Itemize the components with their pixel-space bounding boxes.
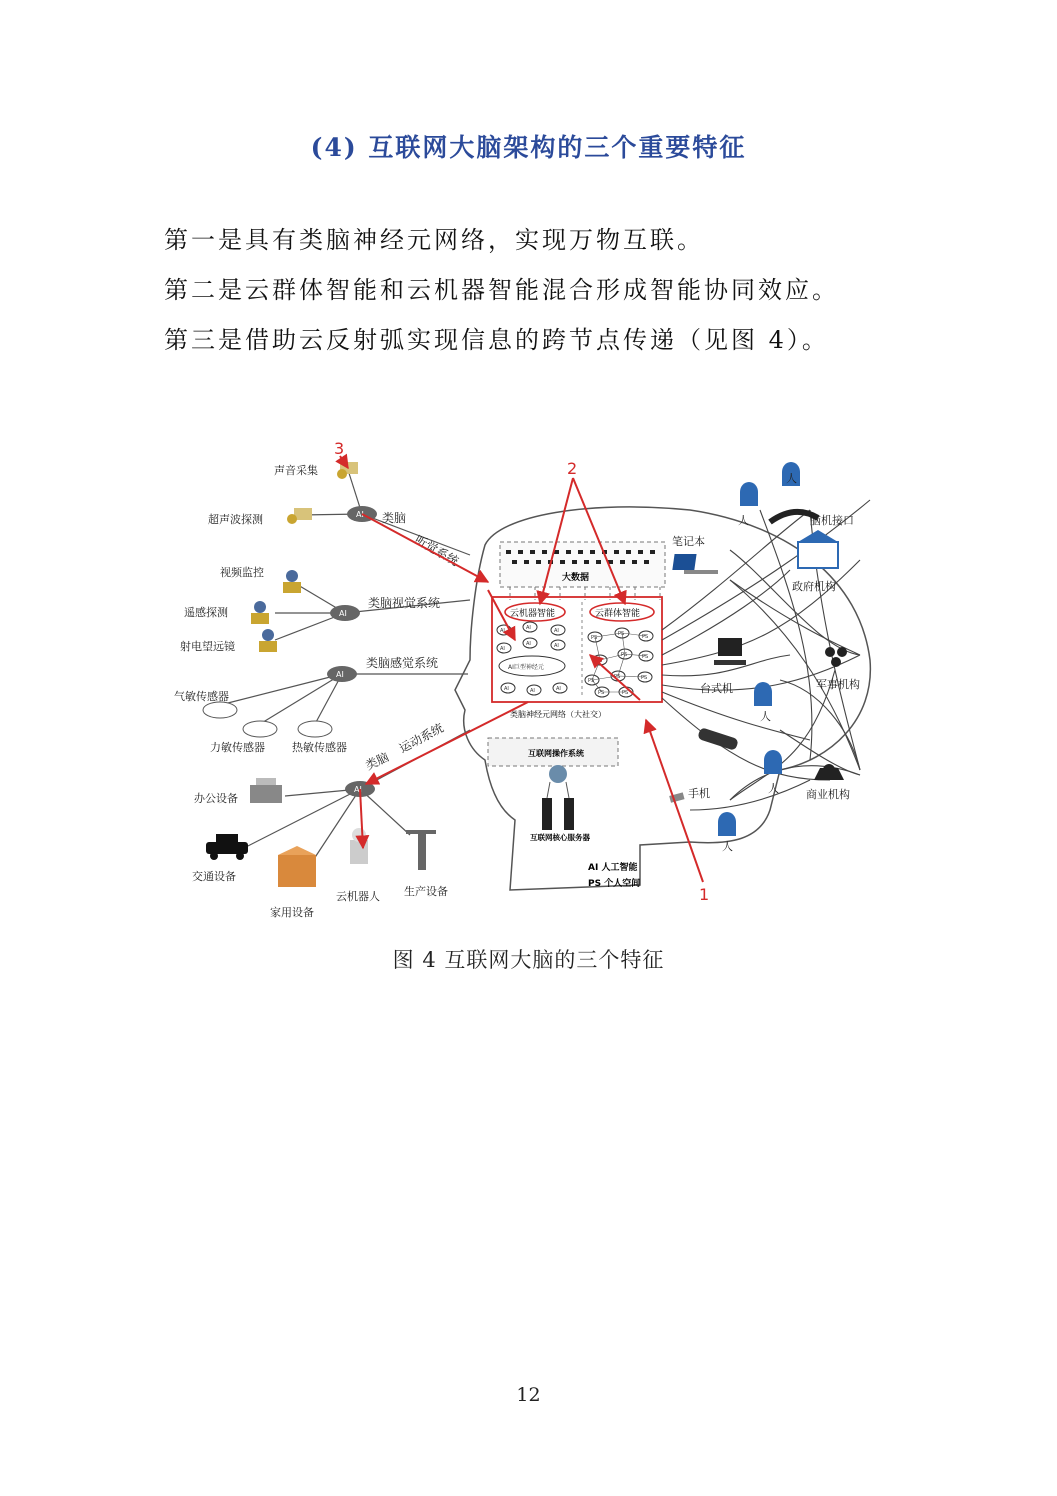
svg-text:AI: AI	[500, 628, 505, 634]
sense-label: 类脑感觉系统	[366, 656, 439, 670]
video-label: 视频监控	[220, 566, 264, 579]
motion-label-2: 运动系统	[396, 720, 446, 756]
svg-text:PS: PS	[614, 674, 621, 680]
svg-text:AI: AI	[554, 643, 559, 649]
svg-text:AI: AI	[554, 628, 559, 634]
svg-text:AI: AI	[354, 785, 362, 794]
heat-label: 热敏传感器	[292, 741, 347, 754]
machine-ai-nodes	[497, 622, 567, 695]
cloud-machine-label: 云机器智能	[510, 609, 556, 619]
production-label: 生产设备	[404, 885, 448, 898]
page-number: 12	[516, 1384, 541, 1406]
svg-text:PS: PS	[588, 678, 595, 684]
neural-network-label: 类脑神经元网络（大社交）	[510, 710, 606, 719]
person-label-2: 人	[786, 472, 797, 485]
traffic-label: 交通设备	[192, 870, 236, 883]
server-label: 互联网核心服务器	[530, 833, 590, 842]
figure-caption: 图 4 互联网大脑的三个特征	[392, 948, 665, 972]
bci-label: 脑机接口	[810, 514, 854, 527]
person-label-5: 人	[722, 840, 733, 853]
laptop-label: 笔记本	[672, 535, 705, 548]
svg-text:PS: PS	[596, 658, 603, 664]
person-label-3: 人	[760, 710, 771, 723]
gov-label: 政府机构	[792, 580, 836, 593]
office-label: 办公设备	[194, 792, 238, 805]
system-labels	[363, 510, 462, 773]
force-label: 力敏传感器	[210, 741, 265, 754]
internet-brain-figure	[170, 430, 890, 919]
big-data-label: 大数据	[562, 573, 590, 583]
svg-text:PS: PS	[618, 631, 625, 637]
gas-label: 气敏传感器	[174, 690, 229, 703]
svg-text:PS: PS	[591, 635, 598, 641]
svg-text:AI: AI	[339, 609, 347, 618]
svg-text:PS: PS	[622, 690, 629, 696]
paragraph-3: 第三是借助云反射弧实现信息的跨节点传递（见图 4）。	[164, 326, 829, 354]
svg-text:AI: AI	[336, 670, 344, 679]
military-label: 军事机构	[816, 678, 860, 691]
cloud-swarm-label: 云群体智能	[595, 609, 641, 619]
section-heading: (4) 互联网大脑架构的三个重要特征	[310, 133, 747, 162]
svg-text:AI: AI	[556, 686, 561, 692]
callout-numbers	[334, 439, 709, 904]
person-label-1: 人	[738, 514, 749, 527]
svg-text:AI: AI	[504, 686, 509, 692]
desktop-label: 台式机	[700, 682, 733, 695]
svg-text:AI: AI	[530, 688, 535, 694]
svg-text:PS: PS	[642, 654, 649, 660]
svg-text:AI: AI	[526, 625, 531, 631]
motion-label-1: 类脑	[363, 749, 392, 773]
hearing-label-2: 听觉系统	[412, 532, 462, 569]
home-label: 家用设备	[270, 906, 314, 919]
hearing-label-1: 类脑	[382, 511, 407, 525]
svg-text:AI: AI	[526, 641, 531, 647]
business-label: 商业机构	[806, 788, 850, 801]
remote-label: 遥感探测	[184, 606, 228, 619]
svg-text:PS: PS	[598, 690, 605, 696]
big-data-block	[500, 542, 665, 587]
ultrasound-label: 超声波探测	[208, 513, 263, 526]
svg-text:AI: AI	[356, 510, 364, 519]
legend-ai: AI 人工智能	[588, 863, 638, 873]
os-label: 互联网操作系统	[528, 749, 584, 758]
legend-ps: PS 个人空间	[588, 879, 641, 889]
giant-neuron-label: AI巨型神经元	[508, 664, 544, 671]
paragraph-1: 第一是具有类脑神经元网络，实现万物互联。	[164, 226, 704, 254]
telescope-label: 射电望远镜	[180, 640, 235, 653]
paragraph-2: 第二是云群体智能和云机器智能混合形成智能协同效应。	[164, 276, 839, 304]
phone-label: 手机	[688, 787, 710, 800]
svg-text:PS: PS	[621, 652, 628, 658]
callout-2: 2	[567, 459, 578, 478]
person-label-4: 人	[768, 782, 779, 795]
callout-1: 1	[699, 885, 710, 904]
svg-text:PS: PS	[642, 634, 649, 640]
vision-label: 类脑视觉系统	[368, 596, 441, 610]
voice-label: 声音采集	[274, 464, 318, 477]
svg-text:PS: PS	[641, 675, 648, 681]
robot-label: 云机器人	[336, 890, 380, 903]
ps-nodes	[585, 628, 653, 697]
svg-text:AI: AI	[500, 646, 505, 652]
callout-3: 3	[334, 439, 345, 458]
